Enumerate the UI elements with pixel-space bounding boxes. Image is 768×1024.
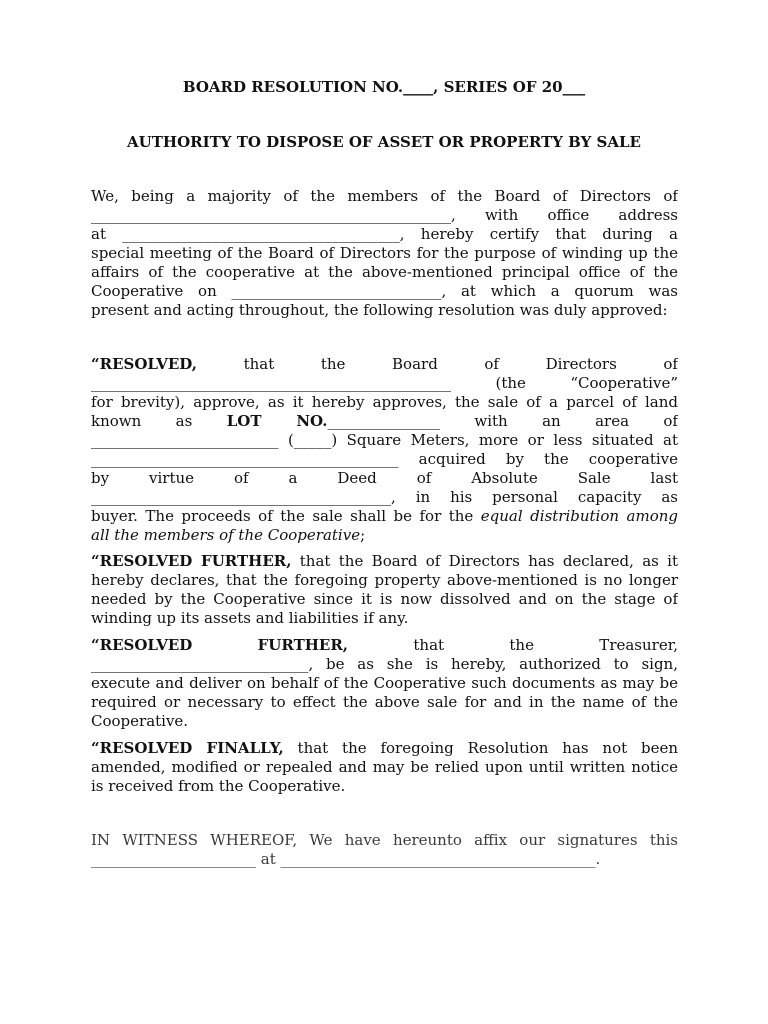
resolved-3-lead: “RESOLVED — [91, 636, 193, 654]
semicolon: ; — [360, 526, 366, 544]
resolved-4-line-1 — [91, 739, 678, 758]
lot-area-text: _______________ with an area of — [327, 412, 678, 430]
resolved-3-lead-2: FURTHER, — [257, 636, 349, 654]
resolved-paragraph-2 — [91, 552, 678, 628]
resolved-2-lead: “RESOLVED FURTHER, — [91, 552, 292, 570]
resolved-1-line: _________________________ (_____) Square Meters, more or less situated at — [91, 431, 678, 449]
intro-line: ________________________________________________, with office address — [91, 206, 678, 224]
resolved-1-line: ________________________________________, in his personal capacity as — [91, 488, 678, 506]
resolved-2-line-1 — [91, 552, 678, 571]
proceeds-text: buyer. The proceeds of the sale shall be for the — [91, 507, 481, 525]
resolved-paragraph-4 — [91, 739, 678, 796]
witness-paragraph — [91, 831, 678, 869]
intro-paragraph — [91, 187, 678, 320]
resolved-2-line-1-text: that the Board of Directors has declared, as it — [291, 552, 678, 570]
resolved-2-line: needed by the Cooperative since it is now dissolved and on the stage of — [91, 590, 678, 608]
resolved-4-line-1-text: that the foregoing Resolution has not been — [283, 739, 678, 757]
witness-line: IN WITNESS WHEREOF, We have hereunto affix our signatures this — [91, 831, 678, 849]
intro-line: Cooperative on ____________________________, at which a quorum was — [91, 282, 678, 300]
resolved-3-line: required or necessary to effect the above sale for and in the name of the — [91, 693, 678, 711]
resolved-1-line: _________________________________________ acquired by the cooperative — [91, 450, 678, 468]
resolved-4-line: is received from the Cooperative. — [91, 777, 346, 795]
intro-line: We, being a majority of the members of the Board of Directors of — [91, 187, 678, 205]
members-text: all the members of the Cooperative — [91, 526, 361, 544]
resolved-1-line-9 — [91, 507, 678, 526]
resolved-1-lead: “RESOLVED, — [91, 355, 197, 373]
resolved-1-line-1-text: that the Board of Directors of — [243, 355, 678, 373]
resolution-subtitle: AUTHORITY TO DISPOSE OF ASSET OR PROPERTY BY SALE — [127, 133, 641, 151]
intro-line: present and acting throughout, the following resolution was duly approved: — [91, 301, 668, 319]
resolved-4-line: amended, modified or repealed and may be relied upon until written notice — [91, 758, 678, 776]
resolved-4-lead: “RESOLVED FINALLY, — [91, 739, 284, 757]
resolved-3-line: _____________________________, be as she is hereby, authorized to sign, — [91, 655, 678, 673]
intro-line: affairs of the cooperative at the above-mentioned principal office of the — [91, 263, 678, 281]
resolved-1-line-10 — [91, 526, 678, 545]
resolution-title: BOARD RESOLUTION NO.____, SERIES OF 20___ — [182, 78, 586, 96]
resolved-1-line-1 — [91, 355, 678, 374]
known-as-text: known as — [91, 412, 227, 430]
resolved-1-line: ________________________________________________ (the “Cooperative” — [91, 374, 678, 392]
treasurer-text: that the Treasurer, — [413, 636, 678, 654]
intro-line: at _____________________________________, hereby certify that during a — [91, 225, 678, 243]
lot-no-label: LOT NO. — [226, 412, 328, 430]
resolved-1-line-4 — [91, 412, 678, 431]
resolved-2-line: hereby declares, that the foregoing property above-mentioned is no longer — [91, 571, 678, 589]
equal-distribution-text: equal distribution among — [480, 507, 678, 525]
resolved-2-line: winding up its assets and liabilities if any. — [91, 609, 409, 627]
resolved-3-line-1 — [91, 636, 678, 655]
resolved-paragraph-3 — [91, 636, 678, 731]
witness-line: ______________________ at __________________________________________. — [91, 850, 601, 868]
resolved-3-line: execute and deliver on behalf of the Cooperative such documents as may be — [91, 674, 678, 692]
intro-line: special meeting of the Board of Directors for the purpose of winding up the — [91, 244, 678, 262]
resolved-paragraph-1 — [91, 355, 678, 545]
resolved-1-line: for brevity), approve, as it hereby approves, the sale of a parcel of land — [91, 393, 678, 411]
resolved-3-line: Cooperative. — [91, 712, 189, 730]
resolved-1-line: by virtue of a Deed of Absolute Sale last — [91, 469, 678, 487]
